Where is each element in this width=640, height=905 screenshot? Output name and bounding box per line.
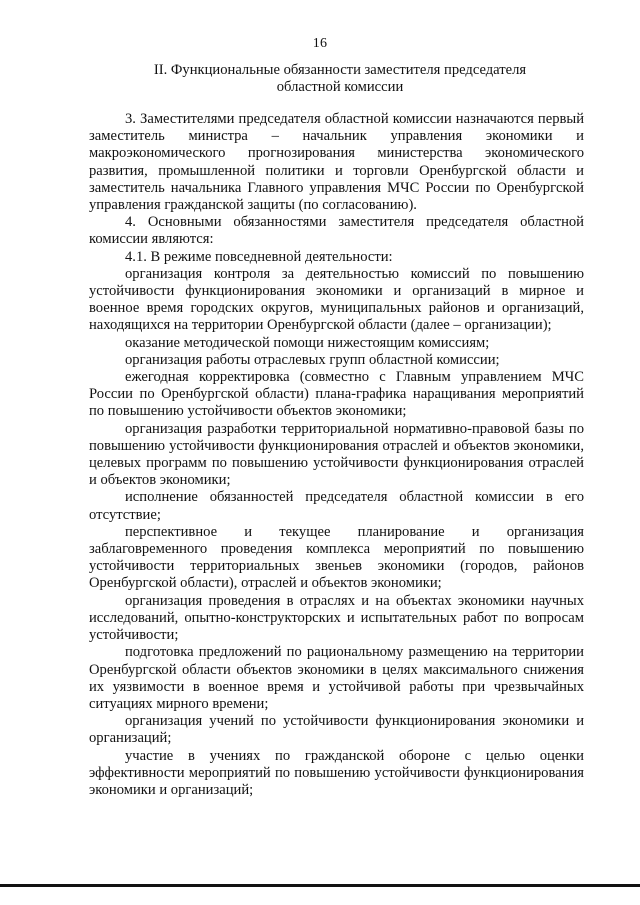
paragraph: ежегодная корректировка (совместно с Главным управлением МЧС России по Оренбургской области) плана-графика наращивания мероприятий по повышению устойчивости объектов экономики; bbox=[89, 369, 584, 420]
paragraph: организация проведения в отраслях и на объектах экономики научных исследований, опытно-конструкторских и испытательных работ по вопросам устойчивости; bbox=[89, 592, 584, 644]
paragraph: организация работы отраслевых групп областной комиссии; bbox=[125, 351, 500, 368]
page-number: 16 bbox=[312, 36, 328, 51]
paragraph: организация учений по устойчивости функционирования экономики и организаций; bbox=[89, 713, 584, 747]
paragraph: организация разработки территориальной нормативно-правовой базы по повышению устойчивости функционирования отраслей и объектов экономики, целевых программ по повышению устойчивости функционирования отраслей и объектов экономики; bbox=[89, 420, 584, 489]
paragraph: перспективное и текущее планирование и организация заблаговременного проведения комплекса мероприятий по повышению устойчивости территориальных звеньев экономики (городов, районов Оренбургской области), отраслей и объектов экономики; bbox=[89, 523, 584, 592]
paragraph: подготовка предложений по рациональному размещению на территории Оренбургской области объектов экономики в целях максимального снижения их уязвимости в военное время и устойчивой работы при чрезвычайных ситуациях мирного времени; bbox=[89, 644, 584, 712]
section-title-line-1: II. Функциональные обязанности заместителя председателя bbox=[153, 62, 527, 78]
paragraph: 4.1. В режиме повседневной деятельности: bbox=[125, 248, 393, 265]
paragraph: 4. Основными обязанностями заместителя председателя областной комиссии являются: bbox=[89, 214, 584, 248]
paragraph: оказание методической помощи нижестоящим комиссиям; bbox=[125, 334, 490, 351]
paragraph: 3. Заместителями председателя областной комиссии назначаются первый заместитель министра – начальник управления экономики и макроэкономического прогнозирования министерства экономического развития, промышленной политики и торговли Оренбургской области и заместитель начальника Главного управления МЧС России по Оренбургской управления гражданской защиты (по согласованию). bbox=[89, 111, 584, 214]
bottom-rule bbox=[0, 884, 640, 887]
paragraph: участие в учениях по гражданской обороне с целью оценки эффективности мероприятий по повышению устойчивости функционирования экономики и организаций; bbox=[89, 747, 584, 798]
section-title-line-2: областной комиссии bbox=[276, 79, 404, 95]
paragraph: исполнение обязанностей председателя областной комиссии в его отсутствие; bbox=[89, 489, 584, 523]
paragraph: организация контроля за деятельностью комиссий по повышению устойчивости функционирования экономики и организаций в мирное и военное время городских округов, муниципальных районов и организаций, находящихся на территории Оренбургской области (далее – организации); bbox=[89, 265, 584, 334]
document-body bbox=[89, 111, 584, 799]
section-title bbox=[90, 62, 590, 96]
